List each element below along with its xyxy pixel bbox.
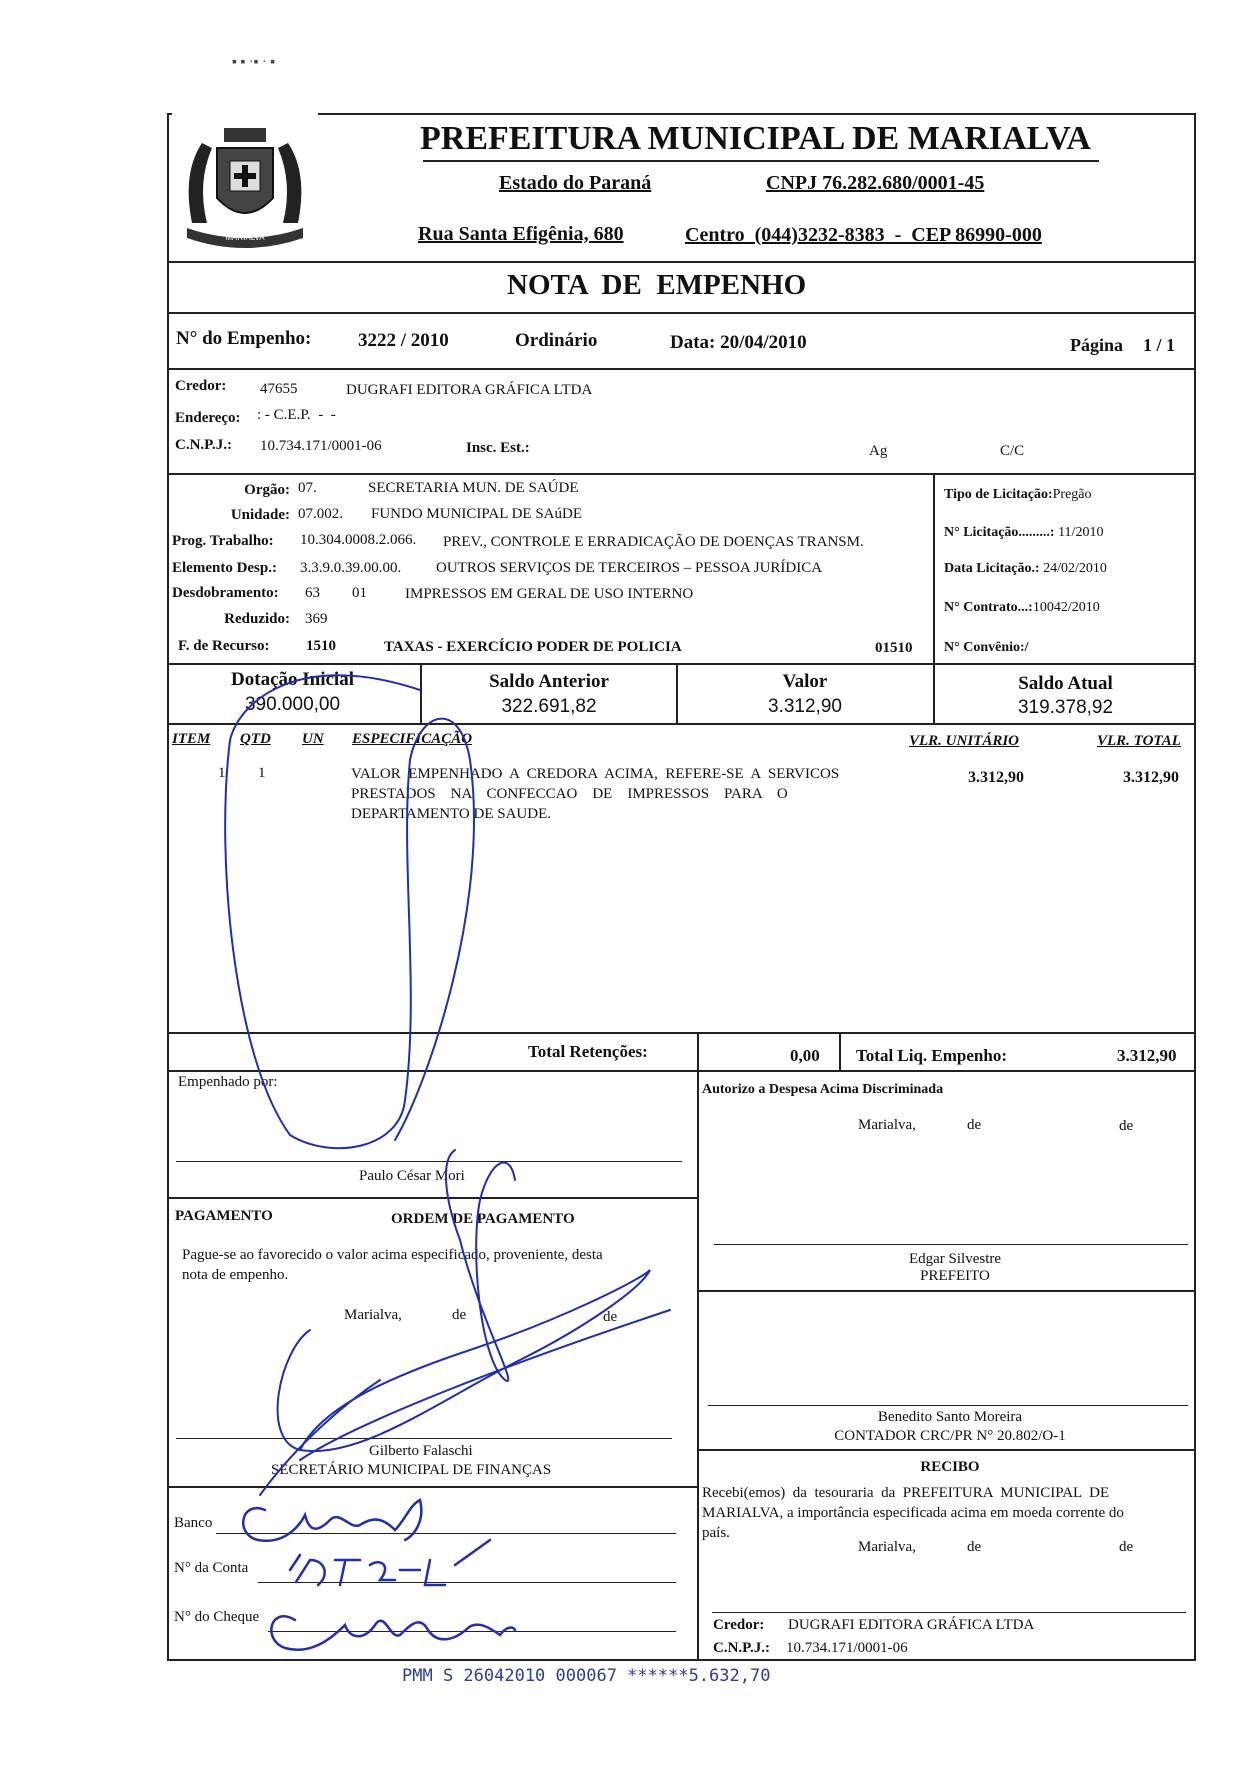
street-label: Rua Santa Efigênia, 680 <box>418 223 624 245</box>
recibo-text-2: MARIALVA, a importância especificada acima em moeda corrente do <box>702 1505 1124 1521</box>
prefeito-name: Edgar Silvestre <box>908 1251 1002 1267</box>
ag-label: Ag <box>869 443 888 459</box>
saldo-anterior-label: Saldo Anterior <box>489 671 609 692</box>
svg-text:MARIALVA: MARIALVA <box>225 233 265 242</box>
licitacao-contrato: N° Contrato...:10042/2010 <box>944 600 1100 615</box>
dotacao-value: 390.000,00 <box>244 694 341 715</box>
recibo-cnpj-label: C.N.P.J.: <box>713 1640 770 1656</box>
reduzido-label: Reduzido: <box>224 611 290 627</box>
valor-value: 3.312,90 <box>768 696 842 717</box>
retencoes-label: Total Retenções: <box>528 1042 648 1061</box>
contador-name: Benedito Santo Moreira <box>877 1409 1023 1425</box>
col-vlr-total: VLR. TOTAL <box>1097 733 1181 749</box>
empenho-number-label: N° do Empenho: <box>176 328 312 349</box>
col-item: ITEM <box>172 731 211 747</box>
item-total-value: 3.312,90 <box>1123 769 1179 786</box>
pague-text-2: nota de empenho. <box>182 1267 289 1283</box>
credor-label: Credor: <box>175 378 227 394</box>
autorizo-de-2: de <box>1119 1118 1134 1134</box>
banco-label: Banco <box>174 1515 213 1531</box>
recibo-credor-name: DUGRAFI EDITORA GRÁFICA LTDA <box>788 1617 1035 1633</box>
saldo-atual-label: Saldo Atual <box>1018 673 1113 694</box>
empenho-type: Ordinário <box>515 330 598 351</box>
doc-title: NOTA DE EMPENHO <box>507 269 807 301</box>
item-spec-line2: PRESTADOS NA CONFECCAO DE IMPRESSOS PARA O <box>351 786 788 802</box>
desdob-name: IMPRESSOS EM GERAL DE USO INTERNO <box>405 586 694 602</box>
cnpj-label: CNPJ 76.282.680/0001-45 <box>766 172 985 194</box>
page-label: Página <box>1070 335 1124 355</box>
credor-name: DUGRAFI EDITORA GRÁFICA LTDA <box>346 382 593 398</box>
licitacao-data: Data Licitação.: 24/02/2010 <box>944 561 1107 576</box>
saldo-atual-value: 319.378,92 <box>1017 697 1114 718</box>
licitacao-numero: N° Licitação.........: 11/2010 <box>944 525 1104 540</box>
scan-marks: ▪ ▪ ·▪ · ▪ <box>232 55 276 70</box>
item-spec-line3: DEPARTAMENTO DE SAUDE. <box>351 806 551 822</box>
liq-label: Total Liq. Empenho: <box>856 1046 1007 1065</box>
unidade-code: 07.002. <box>298 506 343 522</box>
licitacao-tipo: Tipo de Licitação:Pregão <box>944 487 1092 502</box>
autorizo-de-1: de <box>967 1117 982 1133</box>
elemento-name: OUTROS SERVIÇOS DE TERCEIROS – PESSOA JURÍDICA <box>436 560 823 576</box>
item-qtd: 1 <box>258 765 266 781</box>
elemento-label: Elemento Desp.: <box>172 560 277 576</box>
pague-de-1: de <box>452 1307 467 1323</box>
address-label: Endereço: <box>175 410 241 426</box>
recurso-name: TAXAS - EXERCÍCIO PODER DE POLICIA <box>384 639 682 655</box>
reduzido-value: 369 <box>305 611 328 627</box>
desdob-a: 63 <box>305 585 320 601</box>
recurso-label: F. de Recurso: <box>178 638 270 654</box>
secretario-name: Gilberto Falaschi <box>369 1443 473 1459</box>
orgao-label: Orgão: <box>244 482 290 498</box>
recibo-de-1: de <box>967 1539 982 1555</box>
recibo-title: RECIBO <box>920 1459 980 1475</box>
prog-code: 10.304.0008.2.066. <box>300 532 417 548</box>
recurso-code2: 01510 <box>875 640 913 656</box>
secretario-title: SECRETÁRIO MUNICIPAL DE FINANÇAS <box>271 1462 552 1478</box>
liq-value: 3.312,90 <box>1117 1046 1177 1065</box>
cc-label: C/C <box>1000 443 1025 459</box>
retencoes-value: 0,00 <box>790 1046 820 1065</box>
autorizo-marialva: Marialva, <box>858 1117 916 1133</box>
pagamento-label: PAGAMENTO <box>175 1208 273 1224</box>
empenho-date: Data: 20/04/2010 <box>670 332 807 353</box>
autorizo-label: Autorizo a Despesa Acima Discriminada <box>702 1082 944 1097</box>
recibo-de-2: de <box>1119 1539 1134 1555</box>
licitacao-convenio: N° Convênio:/ <box>944 640 1029 655</box>
empenhado-label: Empenhado por: <box>178 1074 278 1090</box>
item-unit-value: 3.312,90 <box>968 769 1024 786</box>
dotacao-label: Dotação Inicial <box>231 669 354 690</box>
page-number: 1 / 1 <box>1143 335 1176 355</box>
prefeito-title: PREFEITO <box>920 1268 990 1284</box>
orgao-name: SECRETARIA MUN. DE SAÚDE <box>368 480 579 496</box>
recibo-text-3: país. <box>702 1525 730 1541</box>
empenhado-name: Paulo César Mori <box>359 1168 465 1184</box>
contador-title: CONTADOR CRC/PR N° 20.802/O-1 <box>834 1428 1066 1444</box>
address-value: : - C.E.P. - - <box>257 407 336 423</box>
recibo-credor-label: Credor: <box>713 1617 765 1633</box>
desdob-label: Desdobramento: <box>172 585 279 601</box>
valor-label: Valor <box>782 671 828 692</box>
col-qtd: QTD <box>240 731 271 747</box>
unidade-label: Unidade: <box>230 507 290 523</box>
pague-marialva: Marialva, <box>344 1307 402 1323</box>
cnpj-credor-value: 10.734.171/0001-06 <box>260 438 382 454</box>
saldo-anterior-value: 322.691,82 <box>501 696 597 717</box>
credor-code: 47655 <box>260 381 298 397</box>
col-un: UN <box>302 731 324 747</box>
prog-label: Prog. Trabalho: <box>172 533 274 549</box>
page-title: PREFEITURA MUNICIPAL DE MARIALVA <box>420 120 1091 157</box>
orgao-code: 07. <box>298 480 317 496</box>
cnpj-credor-label: C.N.P.J.: <box>175 437 232 453</box>
insc-label: Insc. Est.: <box>466 440 530 456</box>
ordem-label: ORDEM DE PAGAMENTO <box>391 1211 575 1227</box>
cheque-label: N° do Cheque <box>174 1609 260 1625</box>
col-especificacao: ESPECIFICAÇÃO <box>352 731 473 747</box>
recurso-code: 1510 <box>306 638 336 654</box>
payment-stamp: PMM S 26042010 000067 ******5.632,70 <box>402 1666 771 1686</box>
unidade-name: FUNDO MUNICIPAL DE SAúDE <box>371 506 582 522</box>
pague-de-2: de <box>603 1309 618 1325</box>
recibo-cnpj-value: 10.734.171/0001-06 <box>786 1640 908 1656</box>
conta-label: N° da Conta <box>174 1560 249 1576</box>
recibo-marialva: Marialva, <box>858 1539 916 1555</box>
elemento-code: 3.3.9.0.39.00.00. <box>300 560 402 576</box>
recibo-text-1: Recebi(emos) da tesouraria da PREFEITURA MUNICIPAL DE <box>702 1485 1110 1501</box>
state-label: Estado do Paraná <box>499 172 652 194</box>
item-number: 1 <box>218 765 226 781</box>
contact-label: Centro (044)3232-8383 - CEP 86990-000 <box>685 224 1042 246</box>
pague-text-1: Pague-se ao favorecido o valor acima especificado, proveniente, desta <box>182 1247 603 1263</box>
item-spec-line1: VALOR EMPENHADO A CREDORA ACIMA, REFERE-SE A SERVICOS <box>351 766 840 782</box>
desdob-b: 01 <box>352 585 367 601</box>
col-vlr-unitario: VLR. UNITÁRIO <box>909 733 1020 749</box>
prog-name: PREV., CONTROLE E ERRADICAÇÃO DE DOENÇAS TRANSM. <box>443 534 864 550</box>
empenho-number: 3222 / 2010 <box>358 330 449 351</box>
